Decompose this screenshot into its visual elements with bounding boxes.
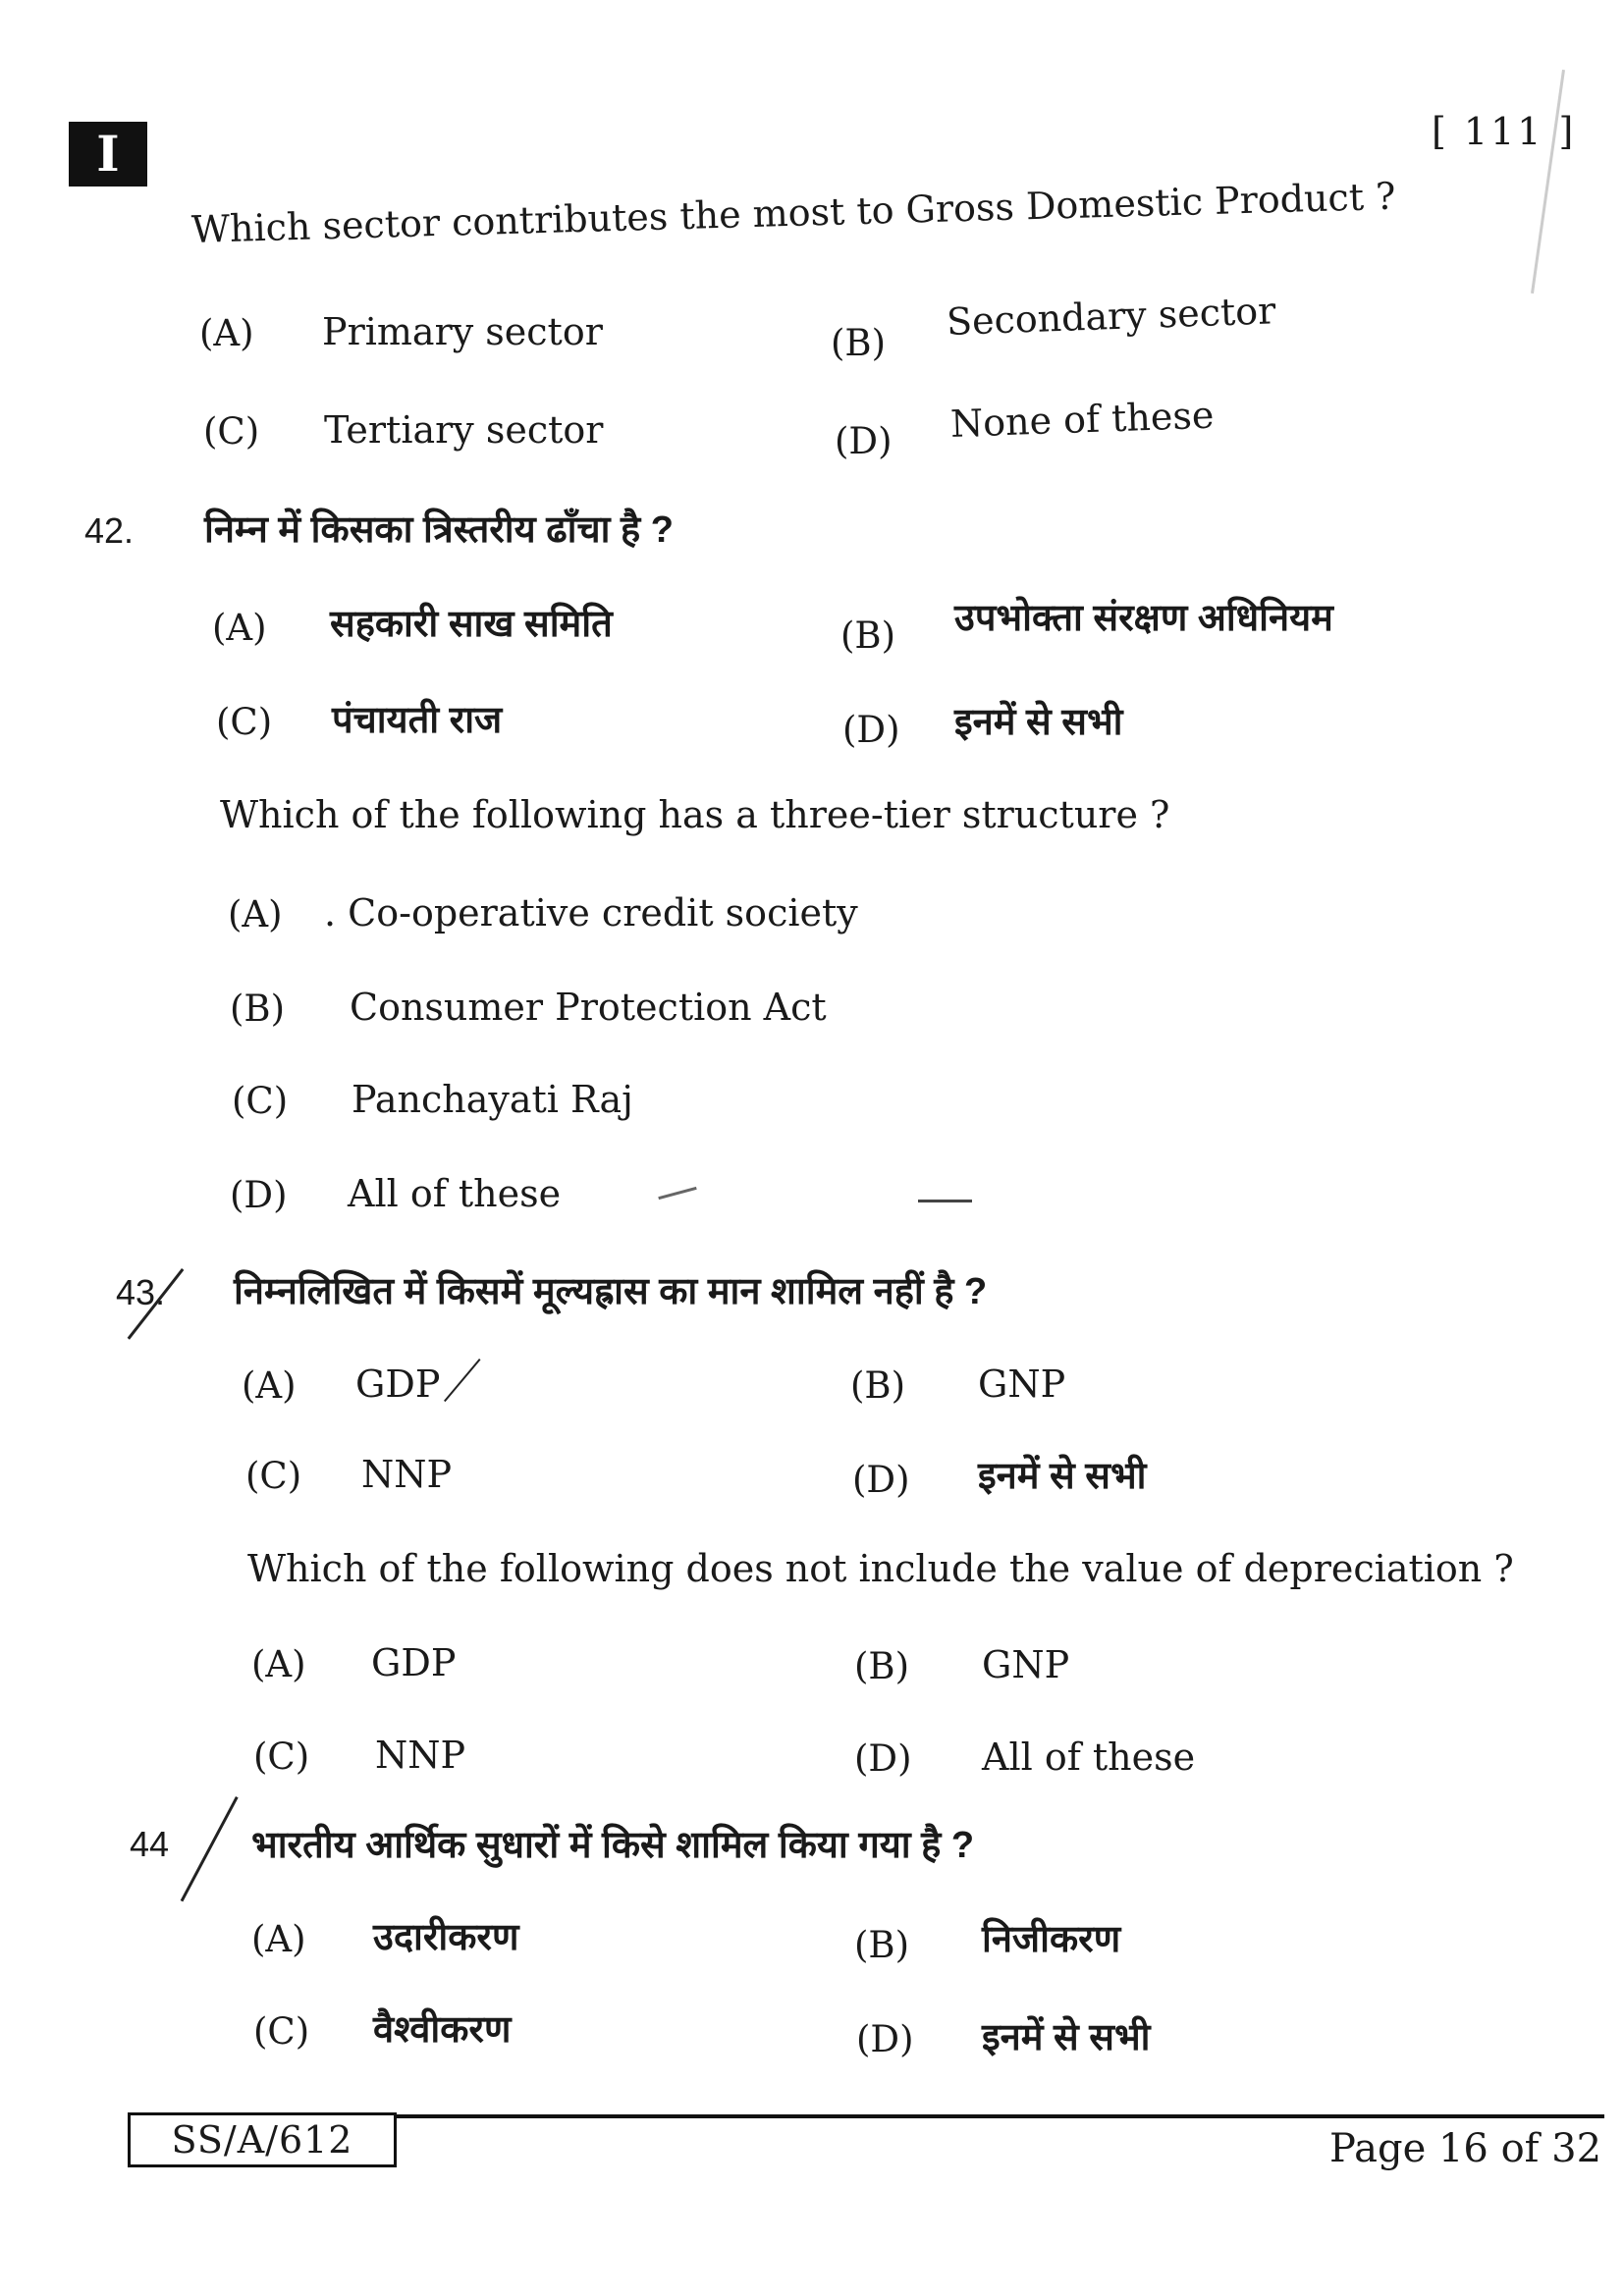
q44-option-d-text: इनमें से सभी (982, 2017, 1151, 2058)
q43h-option-a-text: GDP (355, 1362, 441, 1406)
q42e-option-a-text: . Co-operative credit society (324, 891, 858, 934)
q44-option-c-text: वैश्वीकरण (373, 2009, 512, 2051)
q44-option-b-text: निजीकरण (982, 1919, 1121, 1960)
q41-option-a-label: (A) (199, 312, 254, 354)
question-42-english-text: Which of the following has a three-tier structure ? (220, 793, 1170, 836)
pen-mark (918, 1200, 972, 1202)
q41-option-b-text: Secondary sector (946, 289, 1277, 344)
q43e-option-a-text: GDP (371, 1641, 457, 1684)
question-42-hindi-text: निम्न में किसका त्रिस्तरीय ढाँचा है ? (204, 509, 674, 551)
q43h-option-c-label: (C) (245, 1455, 302, 1497)
question-44-hindi-text: भारतीय आर्थिक सुधारों में किसे शामिल किया गया है ? (251, 1825, 975, 1866)
q42e-option-a-label: (A) (228, 893, 283, 935)
question-43-hindi-text: निम्नलिखित में किसमें मूल्यह्रास का मान शामिल नहीं है ? (234, 1271, 988, 1312)
q43e-option-a-label: (A) (251, 1643, 306, 1685)
q42e-option-b-label: (B) (230, 988, 286, 1030)
scan-artifact (1531, 70, 1565, 294)
q43h-option-a-label: (A) (242, 1364, 297, 1407)
q44-option-d-label: (D) (856, 2018, 914, 2060)
q42e-option-c-text: Panchayati Raj (352, 1078, 633, 1121)
page-number: Page 16 of 32 (1329, 2126, 1602, 2171)
q44-option-a-label: (A) (251, 1918, 306, 1960)
question-43-english-text: Which of the following does not include the value of depreciation ? (247, 1547, 1514, 1590)
q43h-option-c-text: NNP (361, 1453, 453, 1496)
set-badge: I (69, 122, 147, 187)
q42h-option-d-text: इनमें से सभी (954, 702, 1123, 743)
q42h-option-b-text: उपभोक्ता संरक्षण अधिनियम (954, 598, 1333, 639)
q44-option-b-label: (B) (854, 1924, 910, 1966)
q42e-option-d-text: All of these (348, 1172, 562, 1215)
question-42-number: 42. (84, 510, 135, 551)
q43e-option-b-text: GNP (982, 1643, 1070, 1686)
q43e-option-b-label: (B) (854, 1645, 910, 1687)
question-44-number: 44 (130, 1824, 170, 1864)
q43e-option-d-text: All of these (982, 1735, 1196, 1779)
q42h-option-b-label: (B) (840, 614, 896, 657)
q41-option-b-label: (B) (831, 322, 887, 364)
q42h-option-d-label: (D) (842, 709, 900, 751)
q42e-option-c-label: (C) (232, 1080, 289, 1122)
q43e-option-d-label: (D) (854, 1737, 912, 1780)
q43e-option-c-text: NNP (375, 1734, 466, 1777)
q41-option-c-label: (C) (203, 410, 260, 453)
footer-divider (397, 2114, 1604, 2118)
paper-code: SS/A/612 (128, 2112, 397, 2167)
q42h-option-a-label: (A) (212, 607, 267, 649)
page-code: [ 111 ] (1432, 110, 1577, 153)
q44-option-a-text: उदारीकरण (373, 1917, 519, 1958)
q41-option-d-label: (D) (835, 420, 893, 462)
q43e-option-c-label: (C) (253, 1735, 310, 1778)
q42e-option-d-label: (D) (230, 1174, 288, 1216)
answer-tick-icon (444, 1359, 481, 1402)
q41-option-a-text: Primary sector (322, 310, 603, 353)
q42h-option-a-text: सहकारी साख समिति (330, 604, 613, 645)
check-mark-icon (181, 1796, 239, 1901)
q43h-option-b-label: (B) (850, 1364, 906, 1407)
q43h-option-b-text: GNP (978, 1362, 1066, 1406)
pen-mark (658, 1187, 696, 1200)
q42h-option-c-label: (C) (216, 701, 273, 743)
question-41-english-text: Which sector contributes the most to Gross Domestic Product ? (190, 174, 1397, 251)
q43h-option-d-label: (D) (852, 1459, 910, 1501)
q41-option-c-text: Tertiary sector (324, 408, 604, 452)
q41-option-d-text: None of these (949, 393, 1216, 446)
q42h-option-c-text: पंचायती राज (332, 700, 503, 741)
q42e-option-b-text: Consumer Protection Act (350, 986, 827, 1029)
q43h-option-d-text: इनमें से सभी (978, 1456, 1147, 1497)
question-43-number: 43. (116, 1272, 166, 1312)
q44-option-c-label: (C) (253, 2010, 310, 2053)
